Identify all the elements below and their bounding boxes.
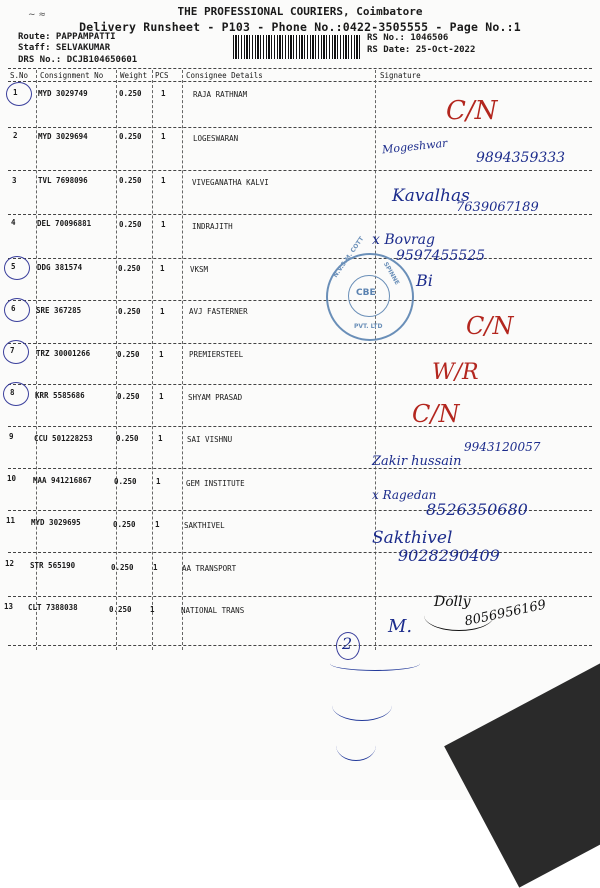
row-pcs: 1	[161, 89, 166, 98]
signature-r1: C/N	[446, 96, 498, 126]
row-consignment: CLT 7388038	[28, 603, 78, 612]
signature-scribble	[424, 600, 494, 631]
row-weight: 0.250	[114, 477, 137, 486]
row-weight: 0.250	[119, 132, 142, 141]
row-consignee: RAJA RATHNAM	[193, 90, 248, 99]
row-weight: 0.250	[113, 520, 136, 529]
row-sno: 12	[5, 559, 15, 568]
row-separator	[8, 426, 592, 427]
row-pcs: 1	[161, 132, 166, 141]
row-sno: 13	[4, 602, 14, 611]
seal-arc-text: PVT. LTD	[354, 323, 383, 330]
row-consignment: KRR 5585686	[35, 391, 85, 400]
signature-r9-name: Zakir hussain	[372, 454, 462, 469]
sno-circle-mark	[3, 340, 29, 364]
row-weight: 0.250	[119, 176, 142, 185]
row-sno: 4	[11, 218, 16, 227]
row-consignment: MYD 3029695	[31, 518, 81, 527]
col-header-weight: Weight	[120, 71, 148, 80]
row-consignee: GEM INSTITUTE	[186, 479, 245, 488]
row-weight: 0.250	[119, 220, 142, 229]
signature-r3-phone: 7639067189	[456, 200, 539, 215]
signature-r10-name: x Ragedan	[372, 488, 437, 502]
row-sno: 7	[10, 346, 15, 355]
row-weight: 0.250	[117, 392, 140, 401]
margin-scribble	[332, 690, 392, 721]
rs-number: RS No.: 1046506	[367, 33, 449, 43]
col-header-sno: S.No	[10, 71, 29, 80]
drs-label: DRS No.: DCJB104650601	[18, 55, 138, 65]
row-consignee: SAKTHIVEL	[184, 521, 225, 530]
row-weight: 0.250	[109, 605, 132, 614]
signature-r13-sig: Dolly	[434, 594, 471, 610]
col-header-pcs: PCS	[155, 71, 169, 80]
sno-circle-mark	[6, 82, 32, 106]
staff-label: Staff: SELVAKUMAR	[18, 43, 111, 53]
signature-r11-name: Sakthivel	[372, 528, 453, 548]
row-separator	[8, 552, 592, 553]
row-consignment: TRZ 30001266	[36, 349, 91, 358]
row-separator	[8, 258, 592, 259]
seal-arc-text: N.V.S.M. COTT	[332, 235, 366, 280]
signature-r11-phone: 9028290409	[398, 546, 500, 565]
barcode	[233, 35, 360, 59]
row-consignee: NATIONAL TRANS	[181, 606, 245, 615]
row-pcs: 1	[159, 392, 164, 401]
row-weight: 0.250	[111, 563, 134, 572]
bottom-mark: 2	[342, 634, 353, 653]
row-pcs: 1	[161, 220, 166, 229]
route-label: Route: PAPPAMPATTI	[18, 32, 116, 42]
row-consignee: AA TRANSPORT	[182, 564, 237, 573]
rs-date: RS Date: 25-Oct-2022	[367, 45, 476, 55]
row-separator	[8, 343, 592, 344]
row-sno: 3	[12, 176, 17, 185]
row-pcs: 1	[160, 264, 165, 273]
row-sno: 2	[13, 131, 18, 140]
table-header-border	[8, 81, 592, 82]
row-consignee: PREMIERSTEEL	[189, 350, 244, 359]
row-consignee: VIVEGANATHA KALVI	[192, 178, 269, 187]
margin-scribble	[336, 730, 376, 761]
row-weight: 0.250	[118, 264, 141, 273]
row-sno: 9	[9, 432, 14, 441]
sno-circle-mark	[4, 256, 30, 280]
signature-r2-phone: 9894359333	[476, 150, 566, 166]
col-divider	[182, 70, 183, 650]
row-pcs: 1	[159, 350, 164, 359]
row-consignee: VKSM	[190, 265, 209, 274]
row-sno: 6	[11, 304, 16, 313]
company-title: THE PROFESSIONAL COURIERS, Coimbatore	[177, 5, 423, 18]
table-top-border	[8, 68, 592, 69]
row-separator	[8, 127, 592, 128]
row-sno: 5	[11, 262, 16, 271]
signature-r4-phone: 9597455525	[396, 248, 486, 264]
row-separator	[8, 468, 592, 469]
row-pcs: 1	[160, 307, 165, 316]
row-consignee: AVJ FASTERNER	[189, 307, 248, 316]
row-separator	[8, 170, 592, 171]
row-consignment: SRE 367285	[36, 306, 82, 315]
row-weight: 0.250	[118, 307, 141, 316]
corner-mark: ~ ≈	[28, 10, 46, 20]
signature-r8: C/N	[412, 400, 460, 428]
row-sno: 1	[13, 88, 18, 97]
row-separator	[8, 300, 592, 301]
signature-r13-phone: 8056956169	[463, 597, 548, 630]
row-separator	[8, 384, 592, 385]
signature-r3-name: Kavalhas	[392, 186, 470, 206]
row-pcs: 1	[161, 176, 166, 185]
row-pcs: 1	[155, 520, 160, 529]
row-consignment: DDG 381574	[37, 263, 83, 272]
col-divider	[375, 70, 376, 650]
row-consignment: MAA 941216867	[33, 476, 92, 485]
row-sno: 8	[10, 388, 15, 397]
row-consignee: INDRAJITH	[192, 222, 233, 231]
row-pcs: 1	[158, 434, 163, 443]
signature-r13-initial: M.	[388, 616, 413, 637]
row-weight: 0.250	[117, 350, 140, 359]
runsheet-title: Delivery Runsheet - P103 - Phone No.:0422-3505555 - Page No.:1	[79, 20, 521, 34]
row-consignment: MYD 3029694	[38, 132, 88, 141]
row-consignment: DEL 70096881	[37, 219, 92, 228]
signature-r4-name: x Bovrag	[372, 232, 435, 248]
row-separator	[8, 596, 592, 597]
signature-r2-name: Mogeshwar	[381, 136, 448, 157]
signature-r7: W/R	[432, 360, 479, 385]
row-sno: 10	[7, 474, 17, 483]
margin-scribble	[330, 656, 420, 671]
row-pcs: 1	[150, 605, 155, 614]
row-consignee: LOGESWARAN	[193, 134, 239, 143]
row-weight: 0.250	[119, 89, 142, 98]
col-header-consignee: Consignee Details	[186, 71, 263, 80]
row-consignment: STR 565190	[30, 561, 76, 570]
row-pcs: 1	[153, 563, 158, 572]
sno-circle-mark	[3, 382, 29, 406]
row-consignment: MYD 3029749	[38, 89, 88, 98]
row-separator	[8, 645, 592, 646]
seal-center-text: CBE	[356, 288, 376, 298]
row-consignment: TVL 7698096	[38, 176, 88, 185]
col-header-consignment: Consignment No	[40, 71, 104, 80]
seal-arc-text: SPINNE	[381, 261, 401, 287]
col-header-signature: Signature	[380, 71, 421, 80]
signature-r10-phone: 8526350680	[426, 500, 528, 519]
signature-r9-phone: 9943120057	[464, 440, 541, 454]
row-sno: 11	[6, 516, 16, 525]
signature-r6: C/N	[466, 312, 514, 340]
row-weight: 0.250	[116, 434, 139, 443]
sno-circle-mark	[4, 298, 30, 322]
row-consignment: CCU 501228253	[34, 434, 93, 443]
row-pcs: 1	[156, 477, 161, 486]
scan-shadow	[444, 652, 600, 887]
signature-r5: Bi	[416, 271, 433, 290]
row-consignee: SAI VISHNU	[187, 435, 233, 444]
row-consignee: SHYAM PRASAD	[188, 393, 243, 402]
